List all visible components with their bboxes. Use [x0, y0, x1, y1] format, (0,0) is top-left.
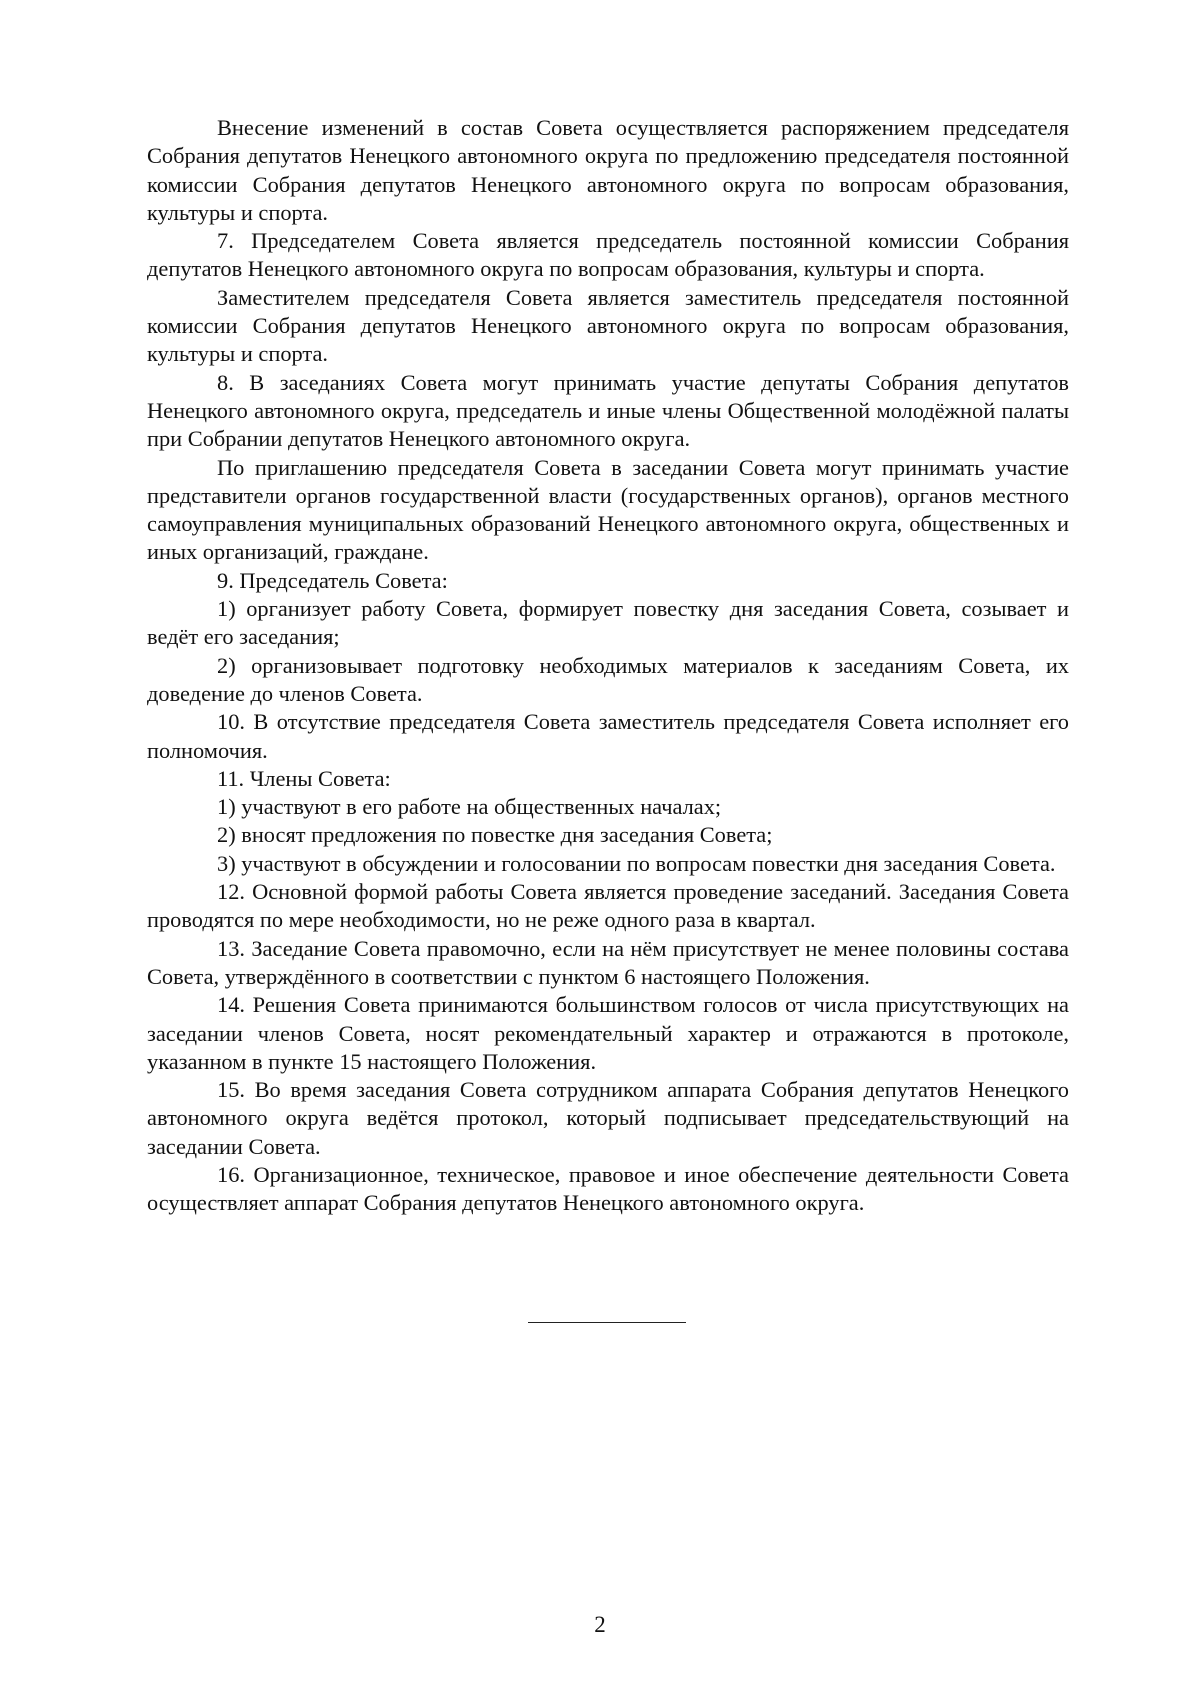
- paragraph-10-absence: 10. В отсутствие председателя Совета заместитель председателя Совета исполняет его полномочия.: [147, 709, 1069, 763]
- paragraph-council-composition-changes: Внесение изменений в состав Совета осуществляется распоряжением председателя Собрания депутатов Ненецкого автономного округа по предложению председателя постоянной комиссии Собрания депутатов Ненецкого автономного округа по вопросам образования, культуры и спорта.: [147, 115, 1069, 225]
- paragraph-deputy-chairman: Заместителем председателя Совета является заместитель председателя постоянной комиссии Собрания депутатов Ненецкого автономного округа по вопросам образования, культуры и спорта.: [147, 284, 1069, 367]
- paragraph-9-chairman-duties: 9. Председатель Совета:: [217, 567, 448, 593]
- document-body: [147, 114, 1069, 1218]
- paragraph-11-item-3: 3) участвуют в обсуждении и голосовании по вопросам повестки дня заседания Совета.: [217, 850, 1056, 876]
- paragraph-16-support: 16. Организационное, техническое, правовое и иное обеспечение деятельности Совета осуществляет аппарат Собрания депутатов Ненецкого автономного округа.: [147, 1161, 1069, 1216]
- paragraph-14-decisions: 14. Решения Совета принимаются большинством голосов от числа присутствующих на заседании членов Совета, носят рекомендательный характер и отражаются в протоколе, указанном в пункте 15 настоящего Положения.: [147, 992, 1069, 1074]
- paragraph-13-quorum: 13. Заседание Совета правомочно, если на нём присутствует не менее половины состава Совета, утверждённого в соответствии с пунктом 6 настоящего Положения.: [147, 935, 1069, 989]
- paragraph-11-members: 11. Члены Совета:: [217, 765, 391, 791]
- paragraph-invited-participants: По приглашению председателя Совета в заседании Совета могут принимать участие представители органов государственной власти (государственных органов), органов местного самоуправления муниципальных образований Ненецкого автономного округа, общественных и иных организаций, граждане.: [147, 454, 1069, 565]
- paragraph-15-protocol: 15. Во время заседания Совета сотрудником аппарата Собрания депутатов Ненецкого автономного округа ведётся протокол, который подписывает председательствующий на заседании Совета.: [147, 1077, 1069, 1159]
- paragraph-12-meetings: 12. Основной формой работы Совета является проведение заседаний. Заседания Совета проводятся по мере необходимости, но не реже одного раза в квартал.: [147, 879, 1069, 933]
- paragraph-9-item-2: 2) организовывает подготовку необходимых материалов к заседаниям Совета, их доведение до членов Совета.: [147, 652, 1069, 706]
- paragraph-9-item-1: 1) организует работу Совета, формирует повестку дня заседания Совета, созывает и ведёт его заседания;: [147, 596, 1069, 650]
- paragraph-11-item-2: 2) вносят предложения по повестке дня заседания Совета;: [217, 822, 773, 848]
- paragraph-7-chairman: 7. Председателем Совета является председатель постоянной комиссии Собрания депутатов Ненецкого автономного округа по вопросам образования, культуры и спорта.: [147, 228, 1069, 282]
- page-number: 2: [594, 1612, 606, 1637]
- paragraph-11-item-1: 1) участвуют в его работе на общественных началах;: [217, 794, 722, 820]
- paragraph-8-participants: 8. В заседаниях Совета могут принимать участие депутаты Собрания депутатов Ненецкого автономного округа, председатель и иные члены Общественной молодёжной палаты при Собрании депутатов Ненецкого автономного округа.: [147, 369, 1069, 452]
- end-of-document-rule: [528, 1322, 686, 1323]
